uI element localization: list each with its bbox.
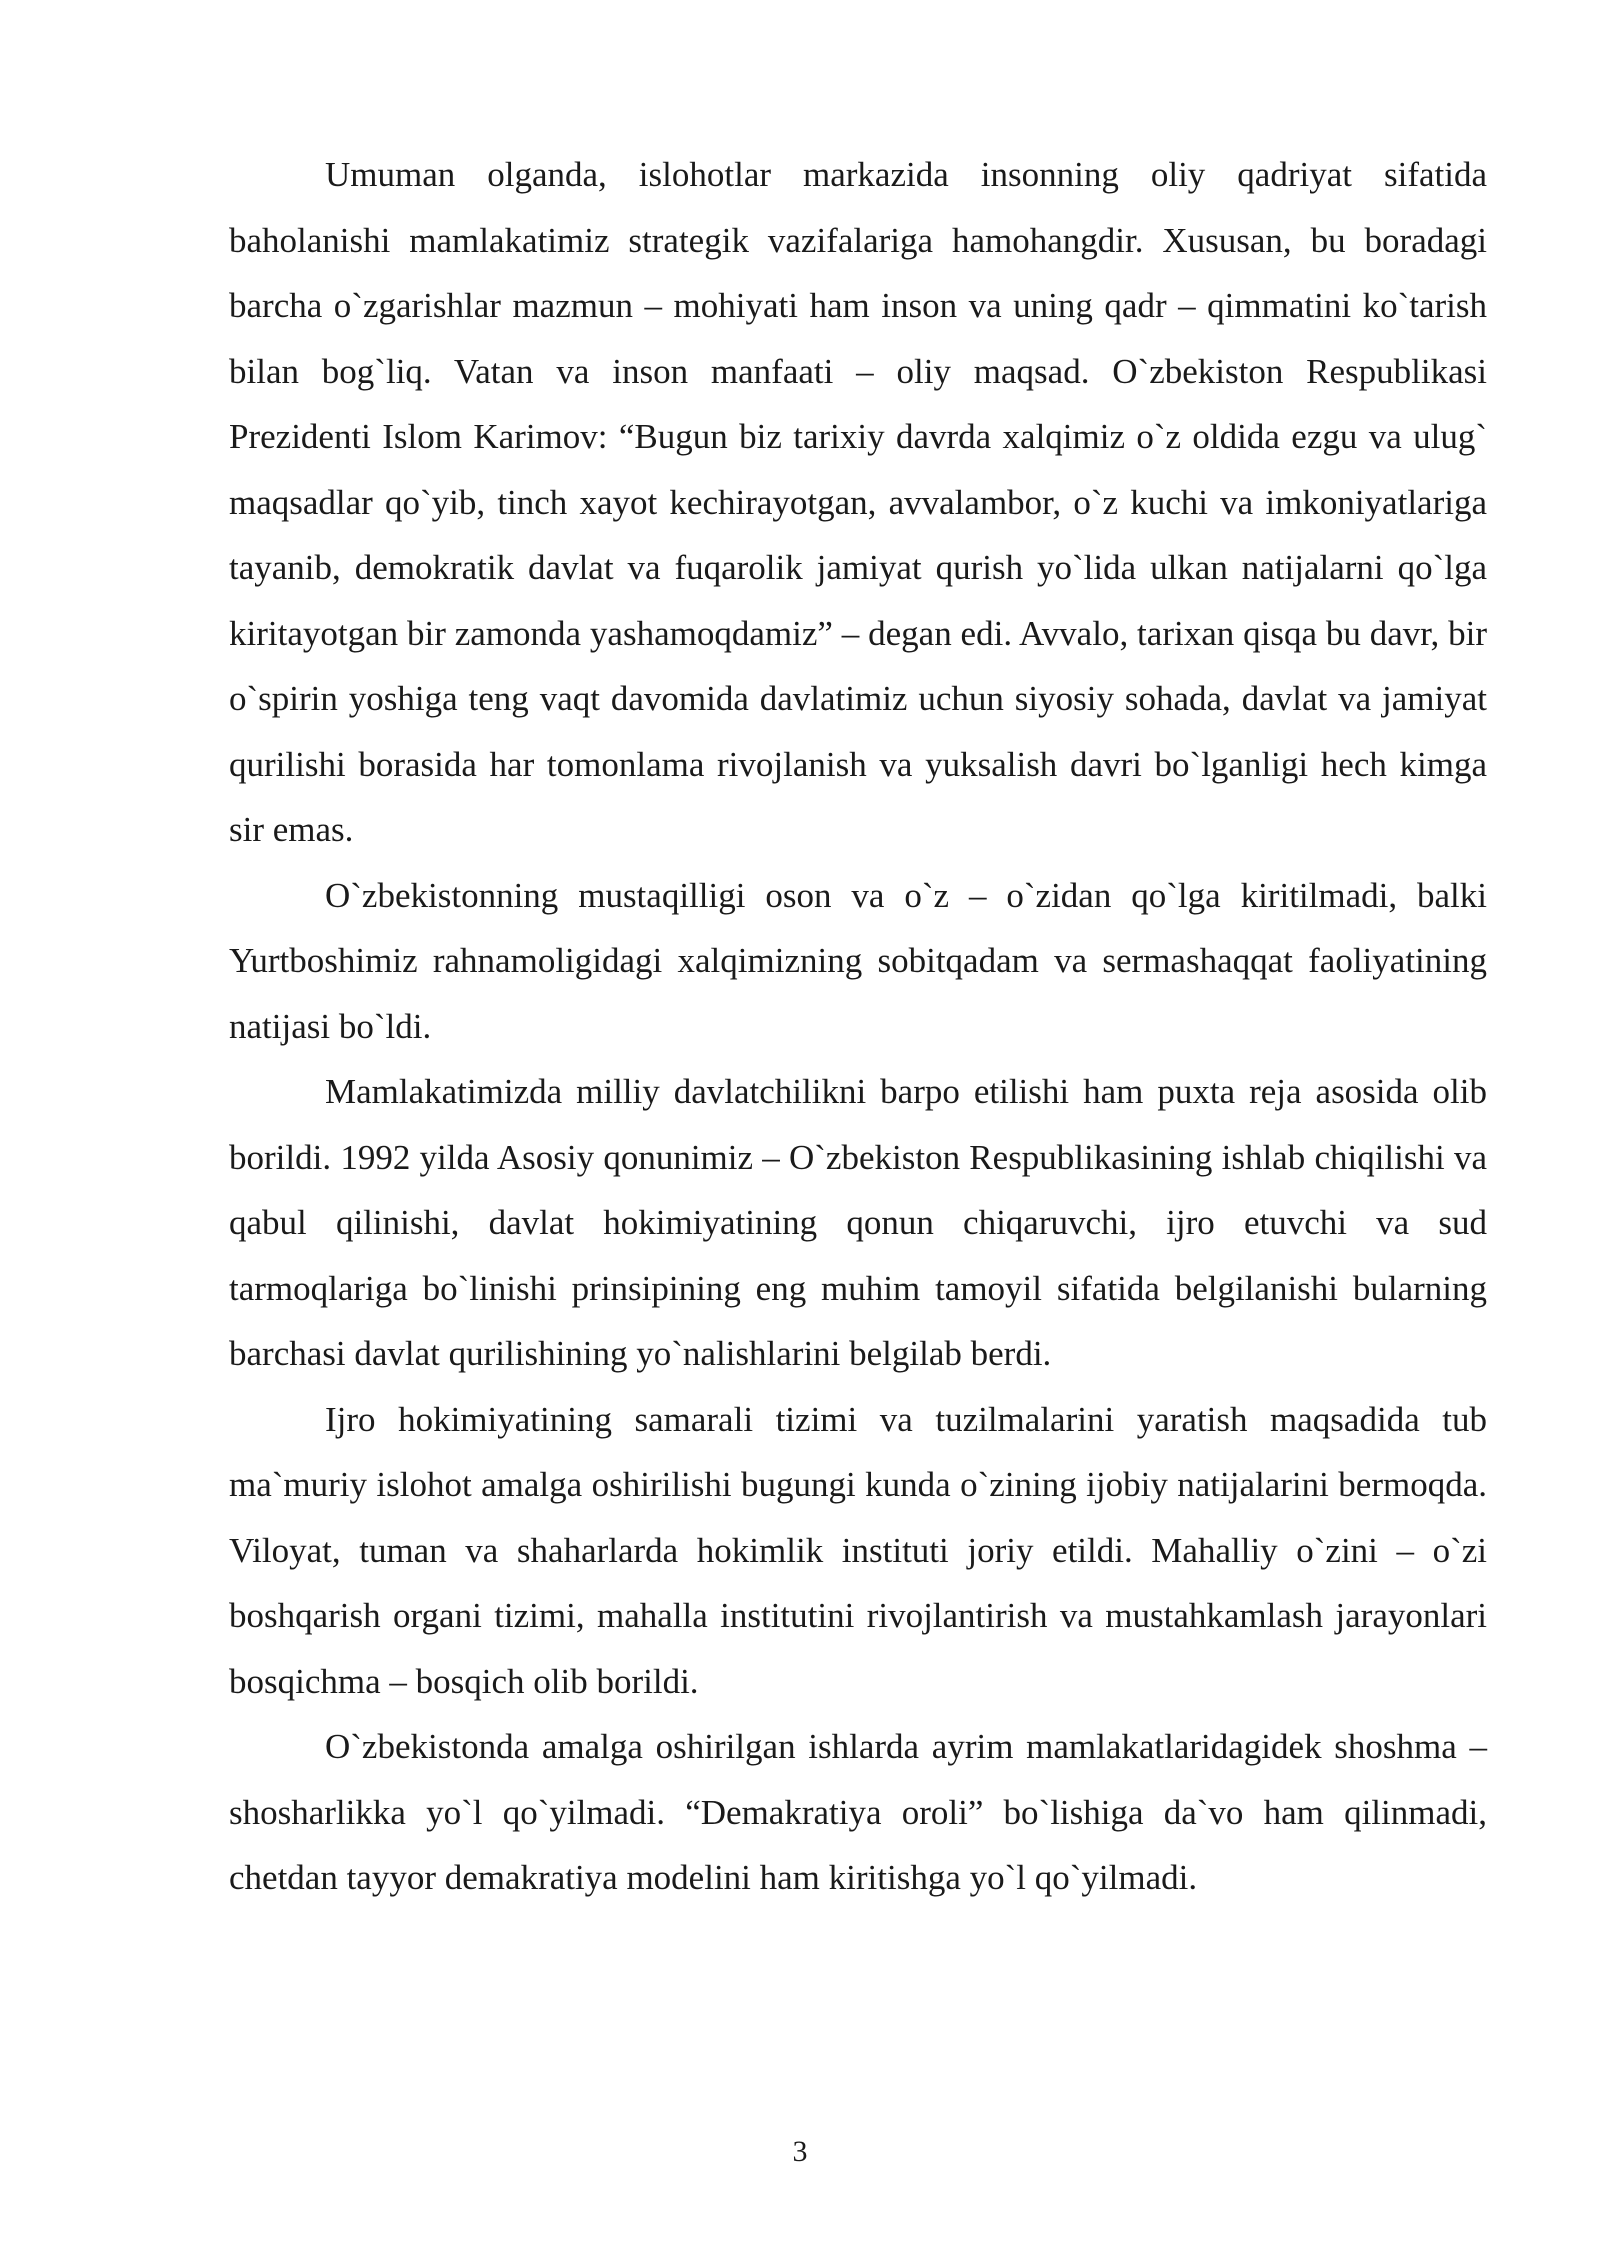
paragraph-2: O`zbekistonning mustaqilligi oson va o`z – o`zidan qo`lga kiritilmadi, balki Yurtboshimiz rahnamoligidagi xalqimizning sobitqadam va sermashaqqat faoliyatining natijasi bo`ldi. bbox=[229, 875, 1487, 1046]
document-body bbox=[229, 142, 1487, 1911]
page-number: 3 bbox=[792, 2135, 808, 2168]
paragraph-1: Umuman olganda, islohotlar markazida insonning oliy qadriyat sifatida baholanishi mamlakatimiz strategik vazifalariga hamohangdir. Xususan, bu boradagi barcha o`zgarishlar mazmun – mohiyati ham inson va uning qadr – qimmatini ko`tarish bilan bog`liq. Vatan va inson manfaati – oliy maqsad. O`zbekiston Respublikasi Prezidenti Islom Karimov: “Bugun biz tarixiy davrda xalqimiz o`z oldida ezgu va ulug` maqsadlar qo`yib, tinch xayot kechirayotgan, avvalambor, o`z kuchi va imkoniyatlariga tayanib, demokratik davlat va fuqarolik jamiyat qurish yo`lida ulkan natijalarni qo`lga kiritayotgan bir zamonda yashamoqdamiz” – degan edi. Avvalo, tarixan qisqa bu davr, bir o`spirin yoshiga teng vaqt davomida davlatimiz uchun siyosiy sohada, davlat va jamiyat qurilishi borasida har tomonlama rivojlanish va yuksalish davri bo`lganligi hech kimga sir emas. bbox=[229, 155, 1487, 849]
paragraph-4: Ijro hokimiyatining samarali tizimi va tuzilmalarini yaratish maqsadida tub ma`muriy islohot amalga oshirilishi bugungi kunda o`zining ijobiy natijalarini bermoqda. Viloyat, tuman va shaharlarda hokimlik instituti joriy etildi. Mahalliy o`zini – o`zi boshqarish organi tizimi, mahalla institutini rivojlantirish va mustahkamlash jarayonlari bosqichma – bosqich olib borildi. bbox=[229, 1399, 1487, 1701]
paragraph-5: O`zbekistonda amalga oshirilgan ishlarda ayrim mamlakatlaridagidek shoshma – shosharlikka yo`l qo`yilmadi. “Demakratiya oroli” bo`lishiga da`vo ham qilinmadi, chetdan tayyor demakratiya modelini ham kiritishga yo`l qo`yilmadi. bbox=[229, 1727, 1487, 1897]
paragraph-3: Mamlakatimizda milliy davlatchilikni barpo etilishi ham puxta reja asosida olib borildi. 1992 yilda Asosiy qonunimiz – O`zbekiston Respublikasining ishlab chiqilishi va qabul qilinishi, davlat hokimiyatining qonun chiqaruvchi, ijro etuvchi va sud tarmoqlariga bo`linishi prinsipining eng muhim tamoyil sifatida belgilanishi bularning barchasi davlat qurilishining yo`nalishlarini belgilab berdi. bbox=[229, 1072, 1487, 1373]
